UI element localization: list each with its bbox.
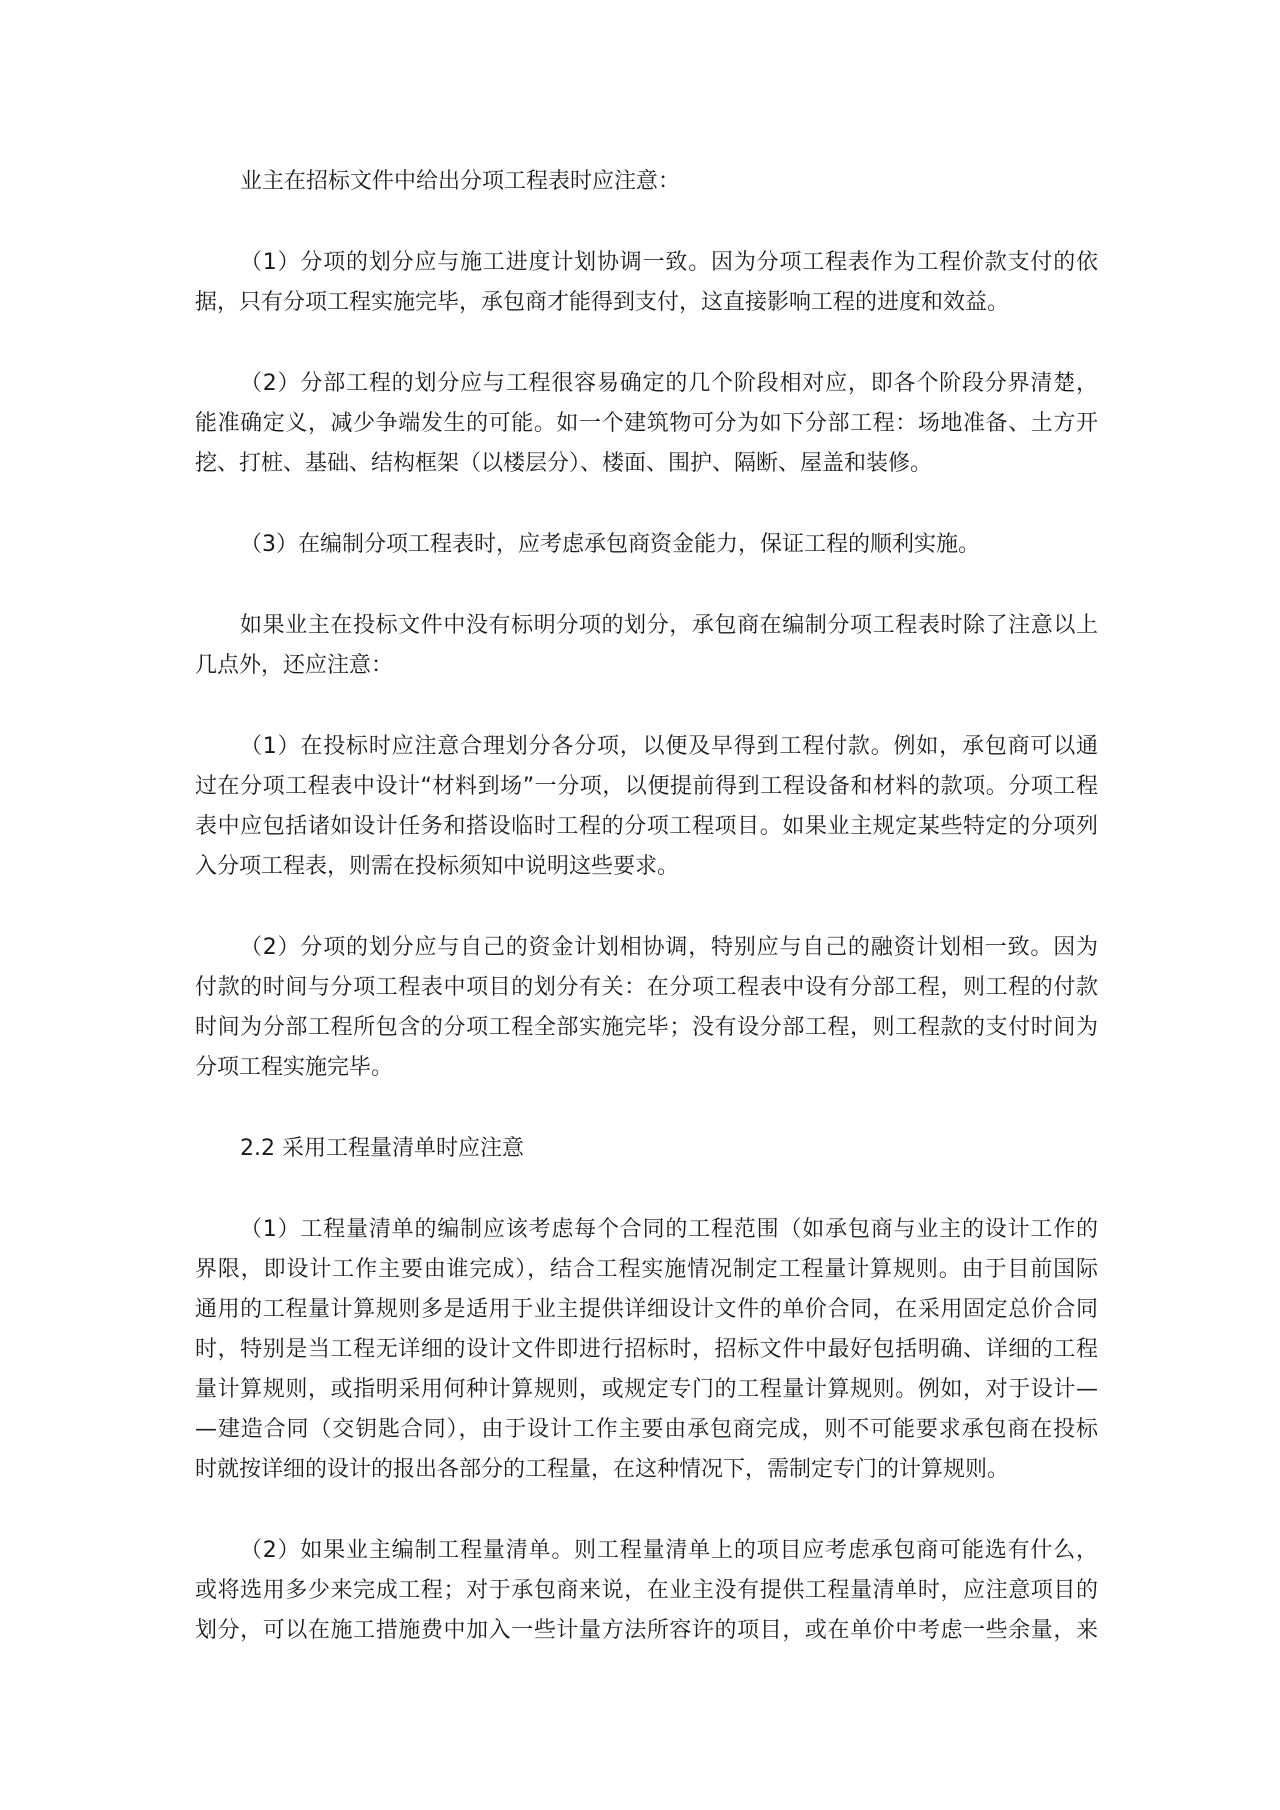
text-line: （3）在编制分项工程表时，应考虑承包商资金能力，保证工程的顺利实施。 (240, 532, 980, 557)
text-line: 入分项工程表，则需在投标须知中说明这些要求。 (195, 854, 680, 879)
intro-heading (195, 162, 1098, 202)
text-line: （2）如果业主编制工程量清单。则工程量清单上的项目应考虑承包商可能选有什么， (240, 1538, 1098, 1563)
text-line: 量计算规则，或指明采用何种计算规则，或规定专门的工程量计算规则。例如，对于设计— (195, 1377, 1098, 1402)
boq-para-2 (195, 1531, 1098, 1651)
text-line: 分项工程实施完毕。 (195, 1055, 394, 1080)
section-2-2-heading (195, 1129, 1098, 1169)
text-line: 表中应包括诸如设计任务和搭设临时工程的分项工程项目。如果业主规定某些特定的分项列 (195, 814, 1098, 839)
text-line: 或将选用多少来完成工程；对于承包商来说，在业主没有提供工程量清单时，应注意项目的 (195, 1578, 1098, 1603)
text-line: （1）在投标时应注意合理划分各分项，以便及早得到工程付款。例如，承包商可以通 (240, 734, 1098, 759)
text-line: 能准确定义，减少争端发生的可能。如一个建筑物可分为如下分部工程：场地准备、土方开 (195, 411, 1098, 436)
para-2 (195, 364, 1098, 484)
text-line: 业主在招标文件中给出分项工程表时应注意： (240, 169, 681, 194)
text-line: 如果业主在投标文件中没有标明分项的划分，承包商在编制分项工程表时除了注意以上 (240, 613, 1098, 638)
text-line: 据，只有分项工程实施完毕，承包商才能得到支付，这直接影响工程的进度和效益。 (195, 290, 1010, 315)
text-line: 通用的工程量计算规则多是适用于业主提供详细设计文件的单价合同，在采用固定总价合同 (195, 1297, 1098, 1322)
text-line: 划分，可以在施工措施费中加入一些计量方法所容许的项目，或在单价中考虑一些余量，来 (195, 1618, 1098, 1643)
text-line: （1）工程量清单的编制应该考虑每个合同的工程范围（如承包商与业主的设计工作的 (240, 1217, 1098, 1242)
text-line: 时就按详细的设计的报出各部分的工程量，在这种情况下，需制定专门的计算规则。 (195, 1457, 1010, 1482)
bidder-para-1 (195, 727, 1098, 887)
text-line: —建造合同（交钥匙合同），由于设计工作主要由承包商完成，则不可能要求承包商在投标 (195, 1417, 1098, 1442)
text-line: （2）分项的划分应与自己的资金计划相协调，特别应与自己的融资计划相一致。因为 (240, 935, 1098, 960)
para-1 (195, 243, 1098, 323)
text-line: 2.2 采用工程量清单时应注意 (240, 1136, 524, 1161)
text-line: 挖、打桩、基础、结构框架（以楼层分）、楼面、围护、隔断、屋盖和装修。 (195, 451, 933, 476)
text-line: 界限，即设计工作主要由谁完成），结合工程实施情况制定工程量计算规则。由于目前国际 (195, 1257, 1098, 1282)
text-line: 时，特别是当工程无详细的设计文件即进行招标时，招标文件中最好包括明确、详细的工程 (195, 1337, 1098, 1362)
text-line: 几点外，还应注意： (195, 653, 394, 678)
text-line: 付款的时间与分项工程表中项目的划分有关：在分项工程表中设有分部工程，则工程的付款 (195, 975, 1098, 1000)
para-3 (195, 525, 1098, 565)
text-line: 过在分项工程表中设计“材料到场”一分项，以便提前得到工程设备和材料的款项。分项工程 (195, 774, 1098, 799)
text-line: 时间为分部工程所包含的分项工程全部实施完毕；没有设分部工程，则工程款的支付时间为 (195, 1015, 1098, 1040)
bidder-para-2 (195, 928, 1098, 1088)
boq-para-1 (195, 1210, 1098, 1490)
bidder-intro (195, 606, 1098, 686)
text-line: （1）分项的划分应与施工进度计划协调一致。因为分项工程表作为工程价款支付的依 (240, 250, 1098, 275)
text-line: （2）分部工程的划分应与工程很容易确定的几个阶段相对应，即各个阶段分界清楚， (240, 371, 1098, 396)
document-page (195, 162, 1098, 1692)
